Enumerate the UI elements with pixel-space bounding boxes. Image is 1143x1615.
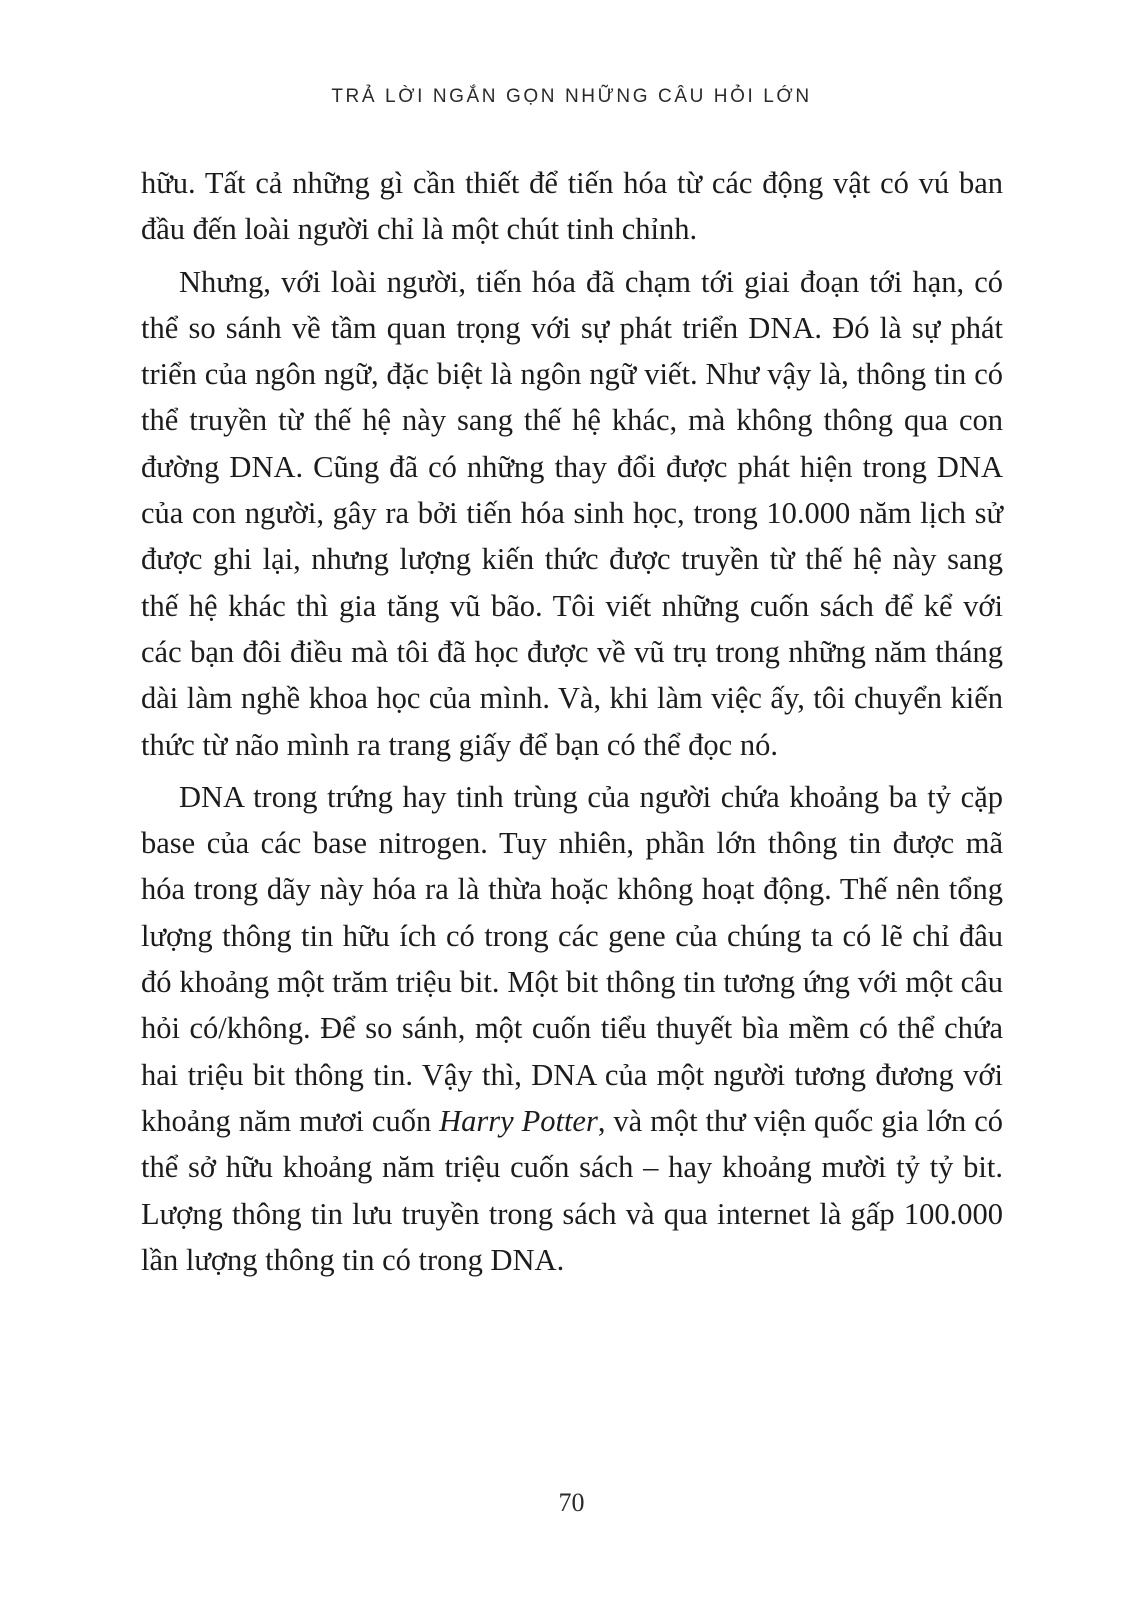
paragraph-dna-text-start: DNA trong trứng hay tinh trùng của người chứa khoảng ba tỷ cặp base của các base nitrogen. Tuy nhiên, phần lớn thông tin được mã hóa trong dãy này hóa ra là thừa hoặc không hoạt động. Thế nên tổng lượng thông tin hữu ích có trong các gene của chúng ta có lẽ chỉ đâu đó khoảng một trăm triệu bit. Một bit thông tin tương ứng với một câu hỏi có/không. Để so sánh, một cuốn tiểu thuyết bìa mềm có thể chứa hai triệu bit thông tin. Vậy thì, DNA của một người tương đương với khoảng năm mươi cuốn xyxy=(141,779,1003,1138)
page-number: 70 xyxy=(558,1488,585,1517)
running-header: TRẢ LỜI NGẮN GỌN NHỮNG CÂU HỎI LỚN xyxy=(331,86,812,107)
paragraph-dna-information xyxy=(141,774,1003,1283)
paragraph-continued: hữu. Tất cả những gì cần thiết để tiến hóa từ các động vật có vú ban đầu đến loài người chỉ là một chút tinh chỉnh. xyxy=(141,166,1003,247)
paragraph-language-evolution: Nhưng, với loài người, tiến hóa đã chạm tới giai đoạn tới hạn, có thể so sánh về tầm quan trọng với sự phát triển DNA. Đó là sự phát triển của ngôn ngữ, đặc biệt là ngôn ngữ viết. Như vậy là, thông tin có thể truyền từ thế hệ này sang thế hệ khác, mà không thông qua con đường DNA. Cũng đã có những thay đổi được phát hiện trong DNA của con người, gây ra bởi tiến hóa sinh học, trong 10.000 năm lịch sử được ghi lại, nhưng lượng kiến thức được truyền từ thế hệ này sang thế hệ khác thì gia tăng vũ bão. Tôi viết những cuốn sách để kể với các bạn đôi điều mà tôi đã học được về vũ trụ trong những năm tháng dài làm nghề khoa học của mình. Và, khi làm việc ấy, tôi chuyển kiến thức từ não mình ra trang giấy để bạn có thể đọc nó. xyxy=(141,264,1003,762)
body-text xyxy=(141,160,1003,1289)
paragraph-dna-text-end: , và một thư viện quốc gia lớn có thể sở hữu khoảng năm triệu cuốn sách – hay khoảng mười tỷ tỷ bit. Lượng thông tin lưu truyền trong sách và qua internet là gấp 100.000 lần lượng thông tin có trong DNA. xyxy=(141,1103,1003,1277)
italic-book-title: Harry Potter xyxy=(439,1103,598,1138)
